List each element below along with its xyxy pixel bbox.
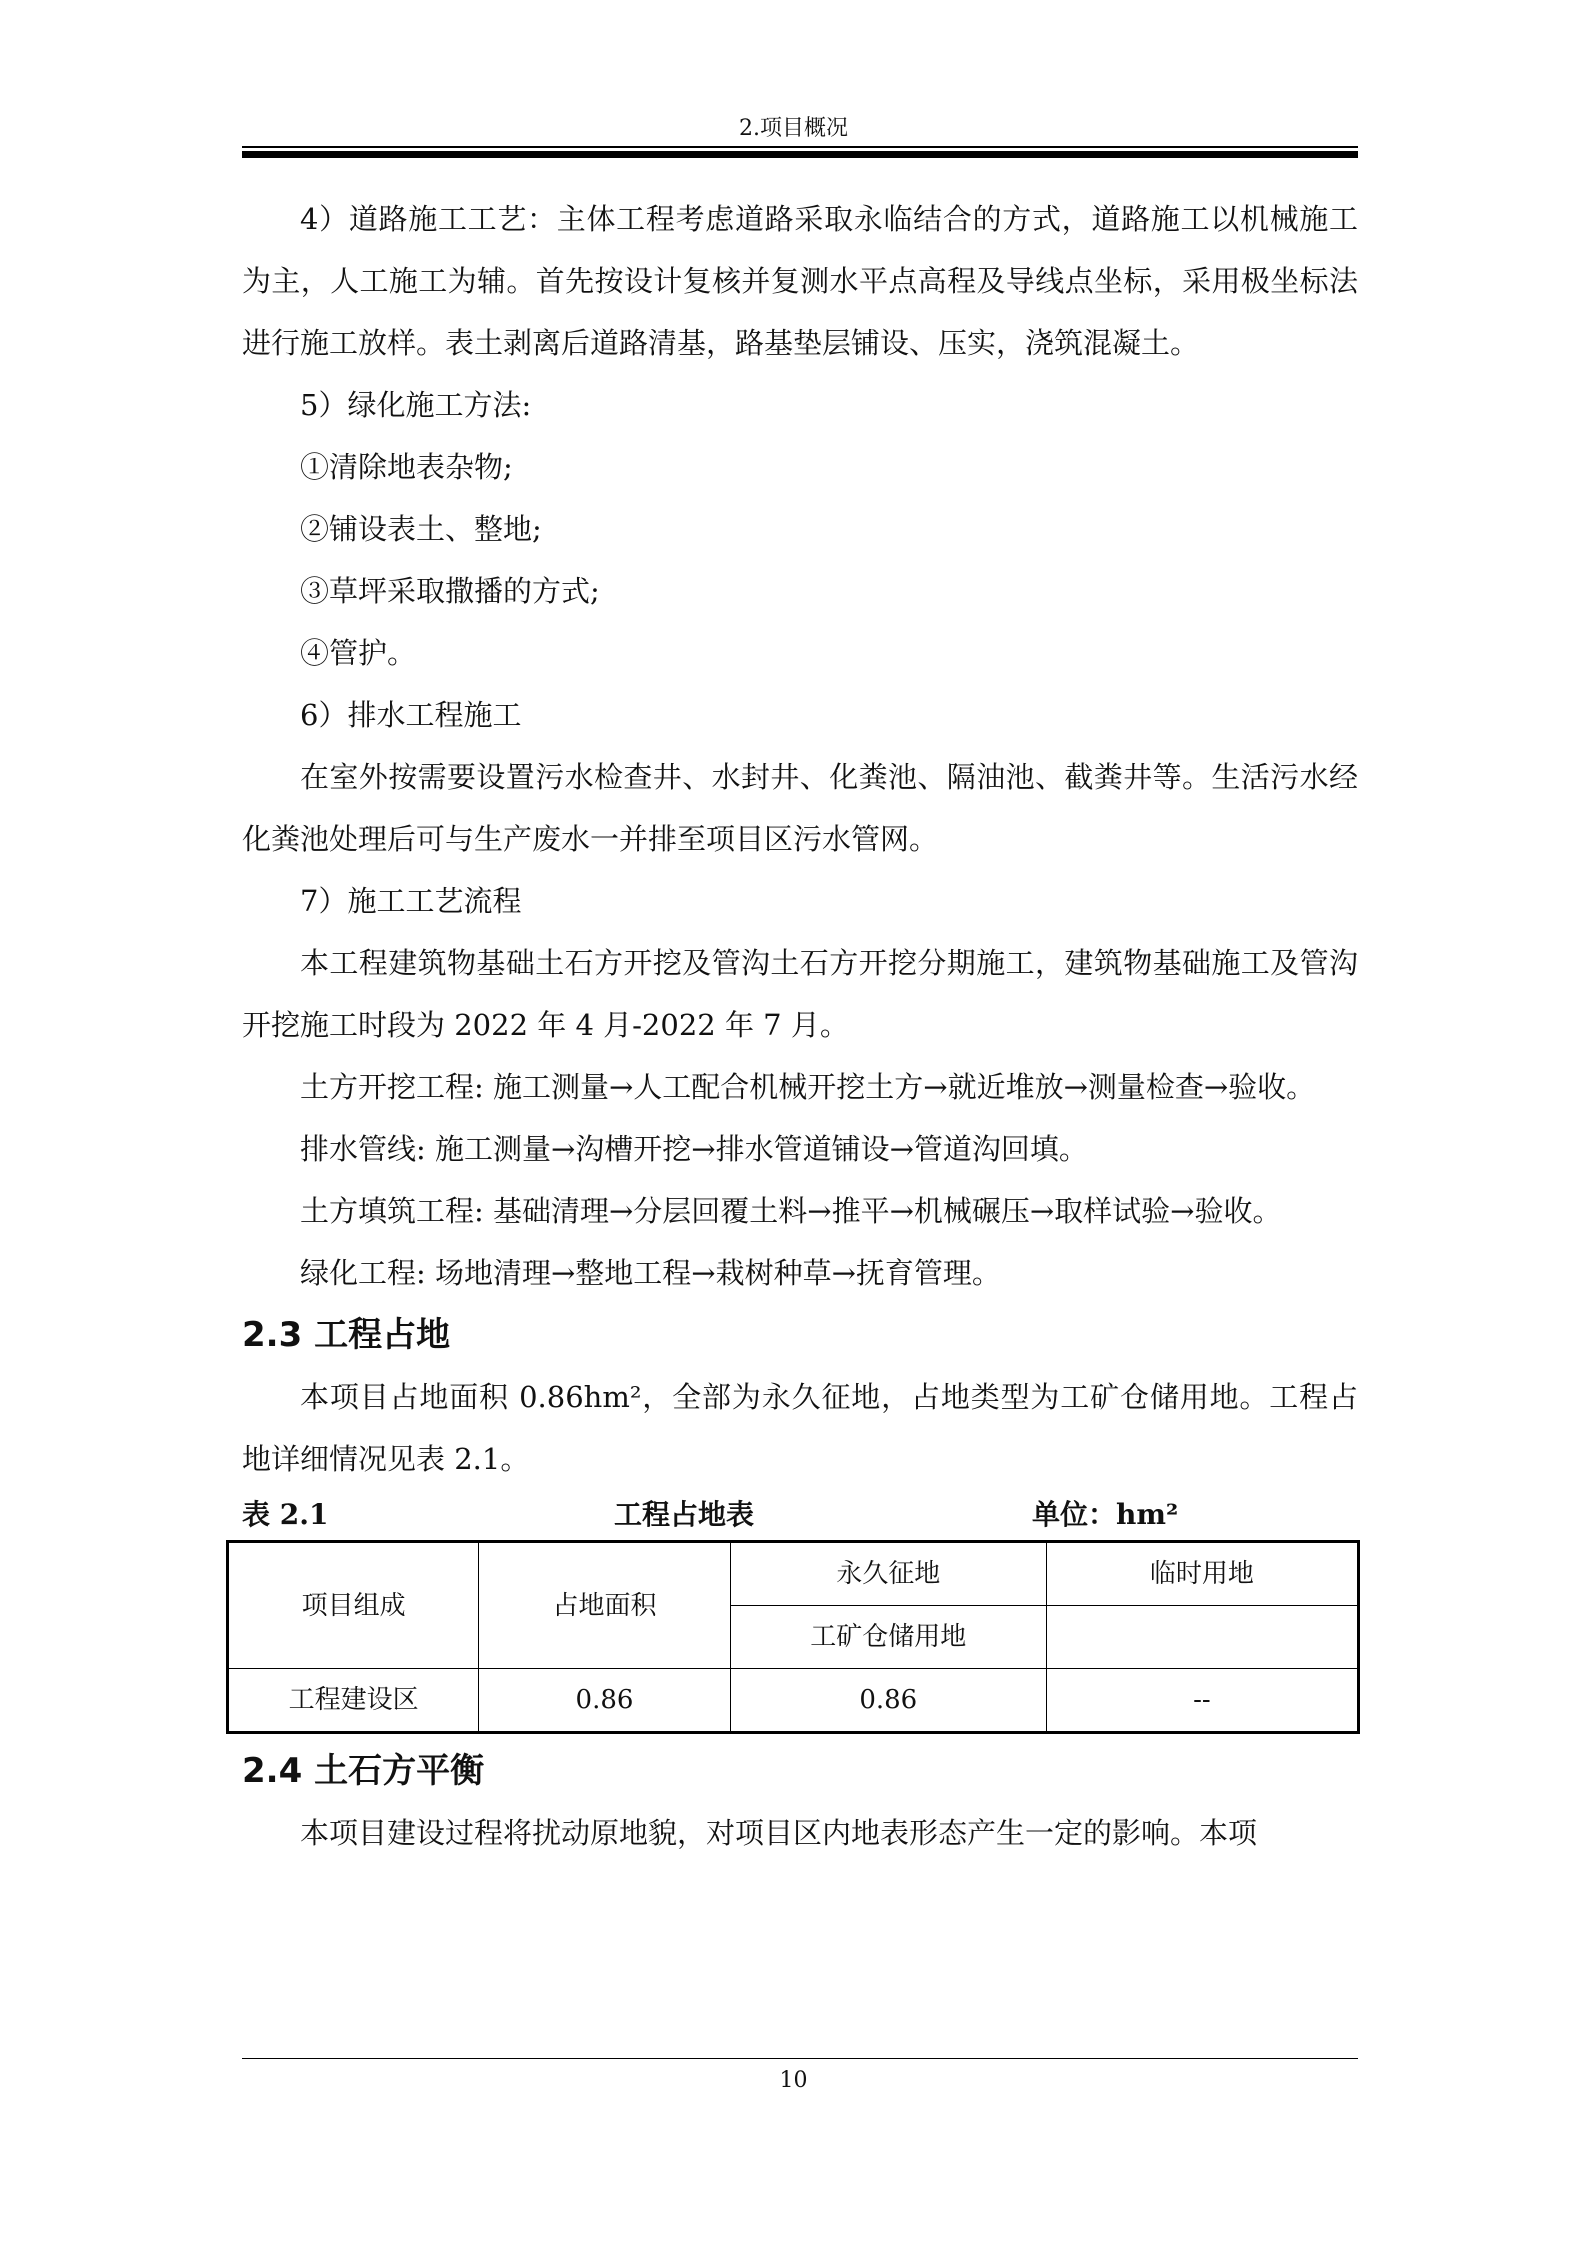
paragraph-process-title: 7）施工工艺流程 — [300, 884, 522, 918]
section-heading-2-3: 2.3 工程占地 — [242, 1315, 451, 1355]
section-heading-2-4: 2.4 土石方平衡 — [242, 1751, 485, 1791]
table-header-temporary: 临时用地 — [1046, 1542, 1358, 1606]
table-title: 工程占地表 — [614, 1498, 755, 1531]
table-cell-industrial: 0.86 — [730, 1669, 1046, 1733]
paragraph-road-construction: 4）道路施工工艺：主体工程考虑道路采取永临结合的方式，道路施工以机械施工为主，人工施工为辅。首先按设计复核并复测水平点高程及导线点坐标，采用极坐标法进行施工放样。表土剥离后道路清基，路基垫层铺设、压实，浇筑混凝土。 — [242, 202, 1358, 360]
paragraph-drainage: 在室外按需要设置污水检查井、水封井、化粪池、隔油池、截粪井等。生活污水经化粪池处理后可与生产废水一并排至项目区污水管网。 — [242, 760, 1358, 856]
paragraph-land-occupation: 本项目占地面积 0.86hm²，全部为永久征地，占地类型为工矿仓储用地。工程占地详细情况见表 2.1。 — [242, 1380, 1358, 1476]
list-item-clear-debris: ①清除地表杂物; — [300, 450, 513, 484]
paragraph-drain-pipeline: 排水管线: 施工测量→沟槽开挖→排水管道铺设→管道沟回填。 — [300, 1132, 1088, 1166]
document-body — [242, 188, 1358, 1864]
table-subheader-temporary — [1046, 1606, 1358, 1669]
table-caption — [242, 1490, 1358, 1540]
paragraph-greening-method: 5）绿化施工方法: — [300, 388, 532, 422]
table-unit: 单位：hm² — [1032, 1498, 1179, 1531]
header-rule-thick — [242, 151, 1358, 158]
paragraph-greening-works: 绿化工程: 场地清理→整地工程→栽树种草→抚育管理。 — [300, 1256, 1001, 1290]
list-item-maintenance: ④管护。 — [300, 636, 417, 670]
paragraph-earth-filling: 土方填筑工程: 基础清理→分层回覆土料→推平→机械碾压→取样试验→验收。 — [300, 1194, 1282, 1228]
table-row — [228, 1669, 1359, 1733]
page-number: 10 — [779, 2068, 808, 2093]
table-cell-temporary: -- — [1046, 1669, 1358, 1733]
table-header-permanent: 永久征地 — [730, 1542, 1046, 1606]
running-header: 2.项目概况 — [739, 116, 848, 141]
land-occupation-table — [226, 1540, 1360, 1734]
paragraph-earthwork-balance: 本项目建设过程将扰动原地貌，对项目区内地表形态产生一定的影响。本项 — [300, 1816, 1258, 1850]
footer-rule — [242, 2058, 1358, 2059]
table-subheader-industrial: 工矿仓储用地 — [730, 1606, 1046, 1669]
table-cell-name: 工程建设区 — [228, 1669, 479, 1733]
list-item-lawn-sowing: ③草坪采取撒播的方式; — [300, 574, 600, 608]
table-label: 表 2.1 — [242, 1498, 329, 1531]
header-rule-thin — [242, 146, 1358, 148]
paragraph-schedule: 本工程建筑物基础土石方开挖及管沟土石方开挖分期施工，建筑物基础施工及管沟开挖施工时段为 2022 年 4 月-2022 年 7 月。 — [242, 946, 1358, 1042]
list-item-topsoil: ②铺设表土、整地; — [300, 512, 542, 546]
table-cell-area: 0.86 — [479, 1669, 730, 1733]
table-header-area: 占地面积 — [479, 1542, 730, 1669]
table-header-project: 项目组成 — [228, 1542, 479, 1669]
paragraph-drainage-title: 6）排水工程施工 — [300, 698, 522, 732]
paragraph-earth-excavation: 土方开挖工程: 施工测量→人工配合机械开挖土方→就近堆放→测量检查→验收。 — [300, 1070, 1316, 1104]
